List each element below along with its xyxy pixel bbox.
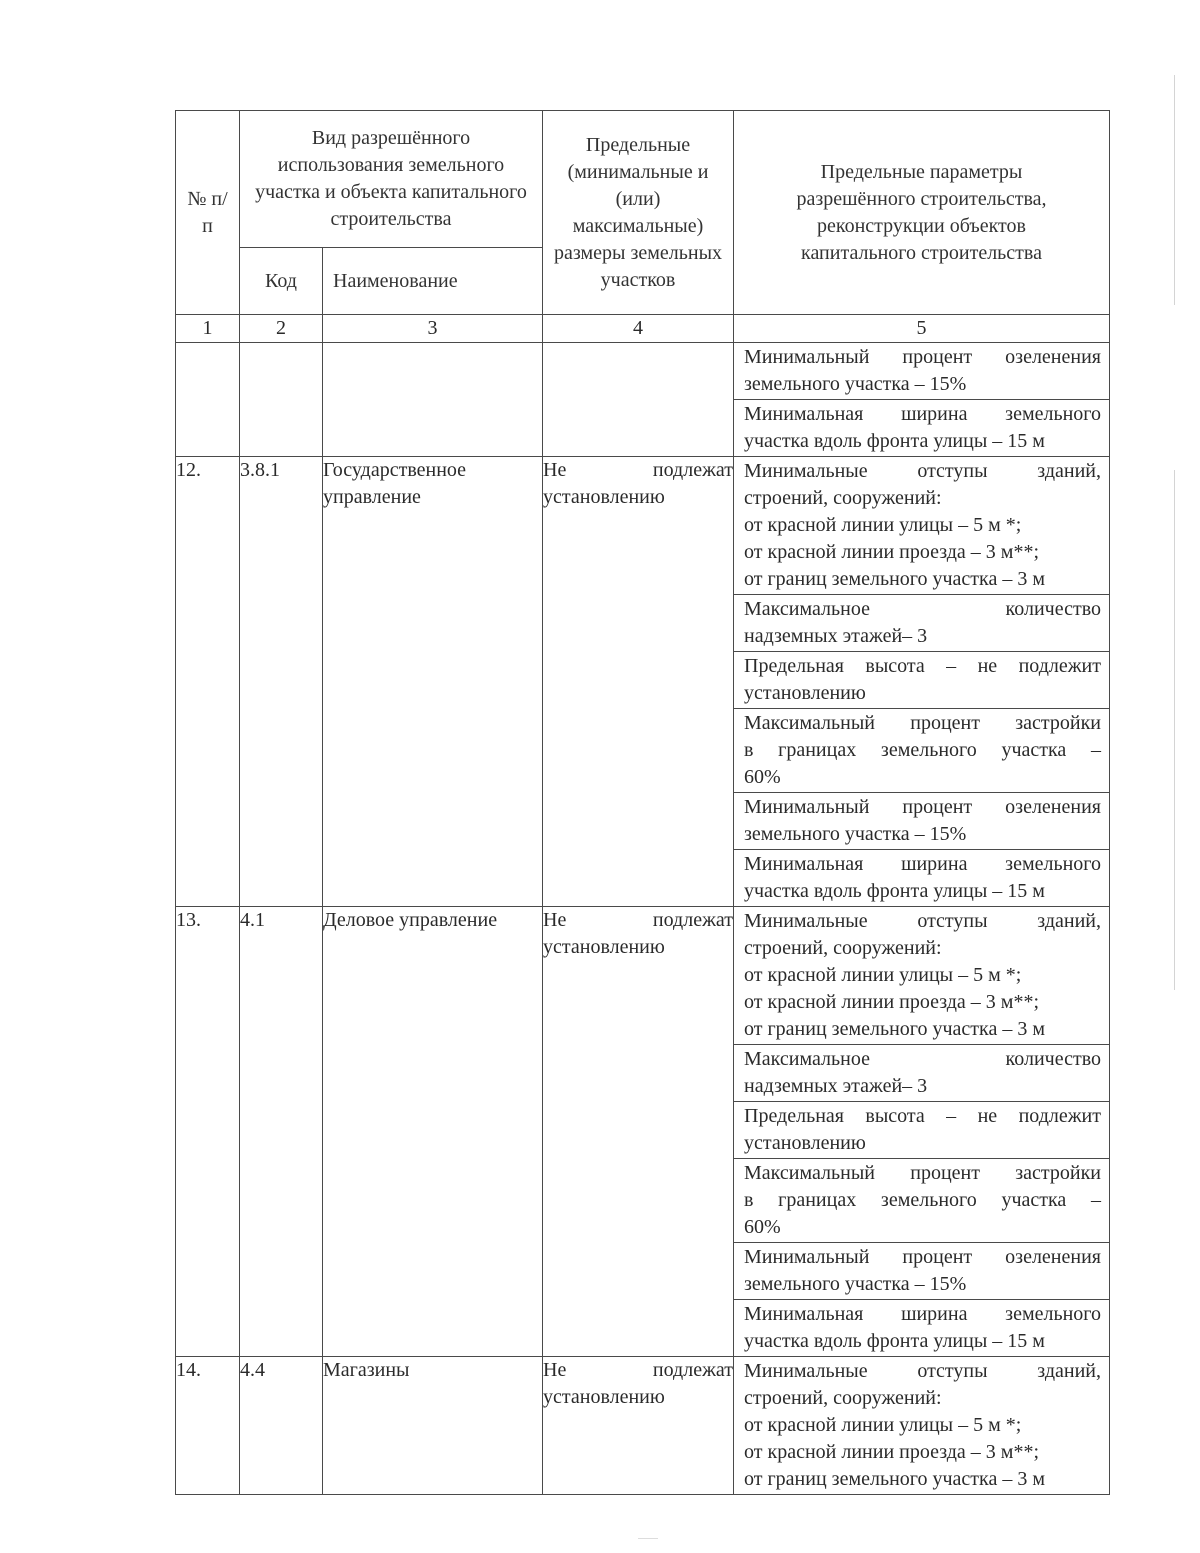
scan-edge-mark [1174, 75, 1175, 305]
params-cell [734, 457, 1110, 907]
row-name: Магазины [323, 1357, 543, 1495]
row-code: 4.1 [240, 907, 323, 1357]
param-block: Минимальная ширина земельного участка вдоль фронта улицы – 15 м [744, 403, 1101, 452]
param-block: Минимальная ширина земельного участка вдоль фронта улицы – 15 м [744, 853, 1101, 902]
param-block: Предельная высота – не подлежит установлению [734, 1102, 1109, 1159]
col-number: 1 [176, 315, 240, 343]
header-name: Наименование [323, 248, 543, 315]
page-number-mark [638, 1538, 658, 1545]
param-block: Минимальные отступы зданий, строений, сооружений: от красной линии улицы – 5 м *; от красной линии проезда – 3 м**; от границ земельного участка – 3 м [744, 1360, 1101, 1490]
param-block: Минимальные отступы зданий, строений, сооружений: от красной линии улицы – 5 м *; от красной линии проезда – 3 м**; от границ земельного участка – 3 м [734, 457, 1109, 595]
col-number: 3 [323, 315, 543, 343]
row-size: Не подлежат установлению [543, 1357, 734, 1495]
row-name: Деловое управление [323, 907, 543, 1357]
row-size: Не подлежат установлению [543, 457, 734, 907]
header-use: Вид разрешённого использования земельного участка и объекта капитального строительства [240, 111, 543, 248]
land-use-table [175, 110, 1110, 1495]
scan-edge-mark [1174, 470, 1175, 990]
param-block: Минимальная ширина земельного участка вдоль фронта улицы – 15 м [744, 1303, 1101, 1352]
row-number: 13. [176, 907, 240, 1357]
params-cell [734, 1357, 1110, 1495]
col-number: 2 [240, 315, 323, 343]
param-block: Максимальный процент застройки в границах земельного участка – 60% [734, 1159, 1109, 1243]
col-number: 5 [734, 315, 1110, 343]
param-block: Минимальный процент озеленения земельного участка – 15% [734, 793, 1109, 850]
continuation-row [176, 343, 1110, 457]
row-number: 12. [176, 457, 240, 907]
table-row [176, 1357, 1110, 1495]
header-row [176, 111, 1110, 248]
row-code: 4.4 [240, 1357, 323, 1495]
param-block: Минимальный процент озеленения земельного участка – 15% [734, 343, 1109, 400]
param-block: Минимальный процент озеленения земельного участка – 15% [734, 1243, 1109, 1300]
param-block: Максимальное количество надземных этажей– 3 [734, 595, 1109, 652]
params-cell [734, 343, 1110, 457]
row-size: Не подлежат установлению [543, 907, 734, 1357]
params-cell [734, 907, 1110, 1357]
param-block: Минимальные отступы зданий, строений, сооружений: от красной линии улицы – 5 м *; от красной линии проезда – 3 м**; от границ земельного участка – 3 м [734, 907, 1109, 1045]
table-row [176, 457, 1110, 907]
param-block: Максимальное количество надземных этажей– 3 [734, 1045, 1109, 1102]
header-params: Предельные параметры разрешённого строительства, реконструкции объектов капитального строительства [734, 111, 1110, 315]
param-block: Максимальный процент застройки в границах земельного участка – 60% [734, 709, 1109, 793]
numbering-row [176, 315, 1110, 343]
header-num: № п/п [176, 111, 240, 315]
row-name: Государственное управление [323, 457, 543, 907]
param-block: Предельная высота – не подлежит установлению [734, 652, 1109, 709]
col-number: 4 [543, 315, 734, 343]
header-code: Код [240, 248, 323, 315]
row-number: 14. [176, 1357, 240, 1495]
row-code: 3.8.1 [240, 457, 323, 907]
table-row [176, 907, 1110, 1357]
header-size: Предельные (минимальные и (или) максимальные) размеры земельных участков [543, 111, 734, 315]
